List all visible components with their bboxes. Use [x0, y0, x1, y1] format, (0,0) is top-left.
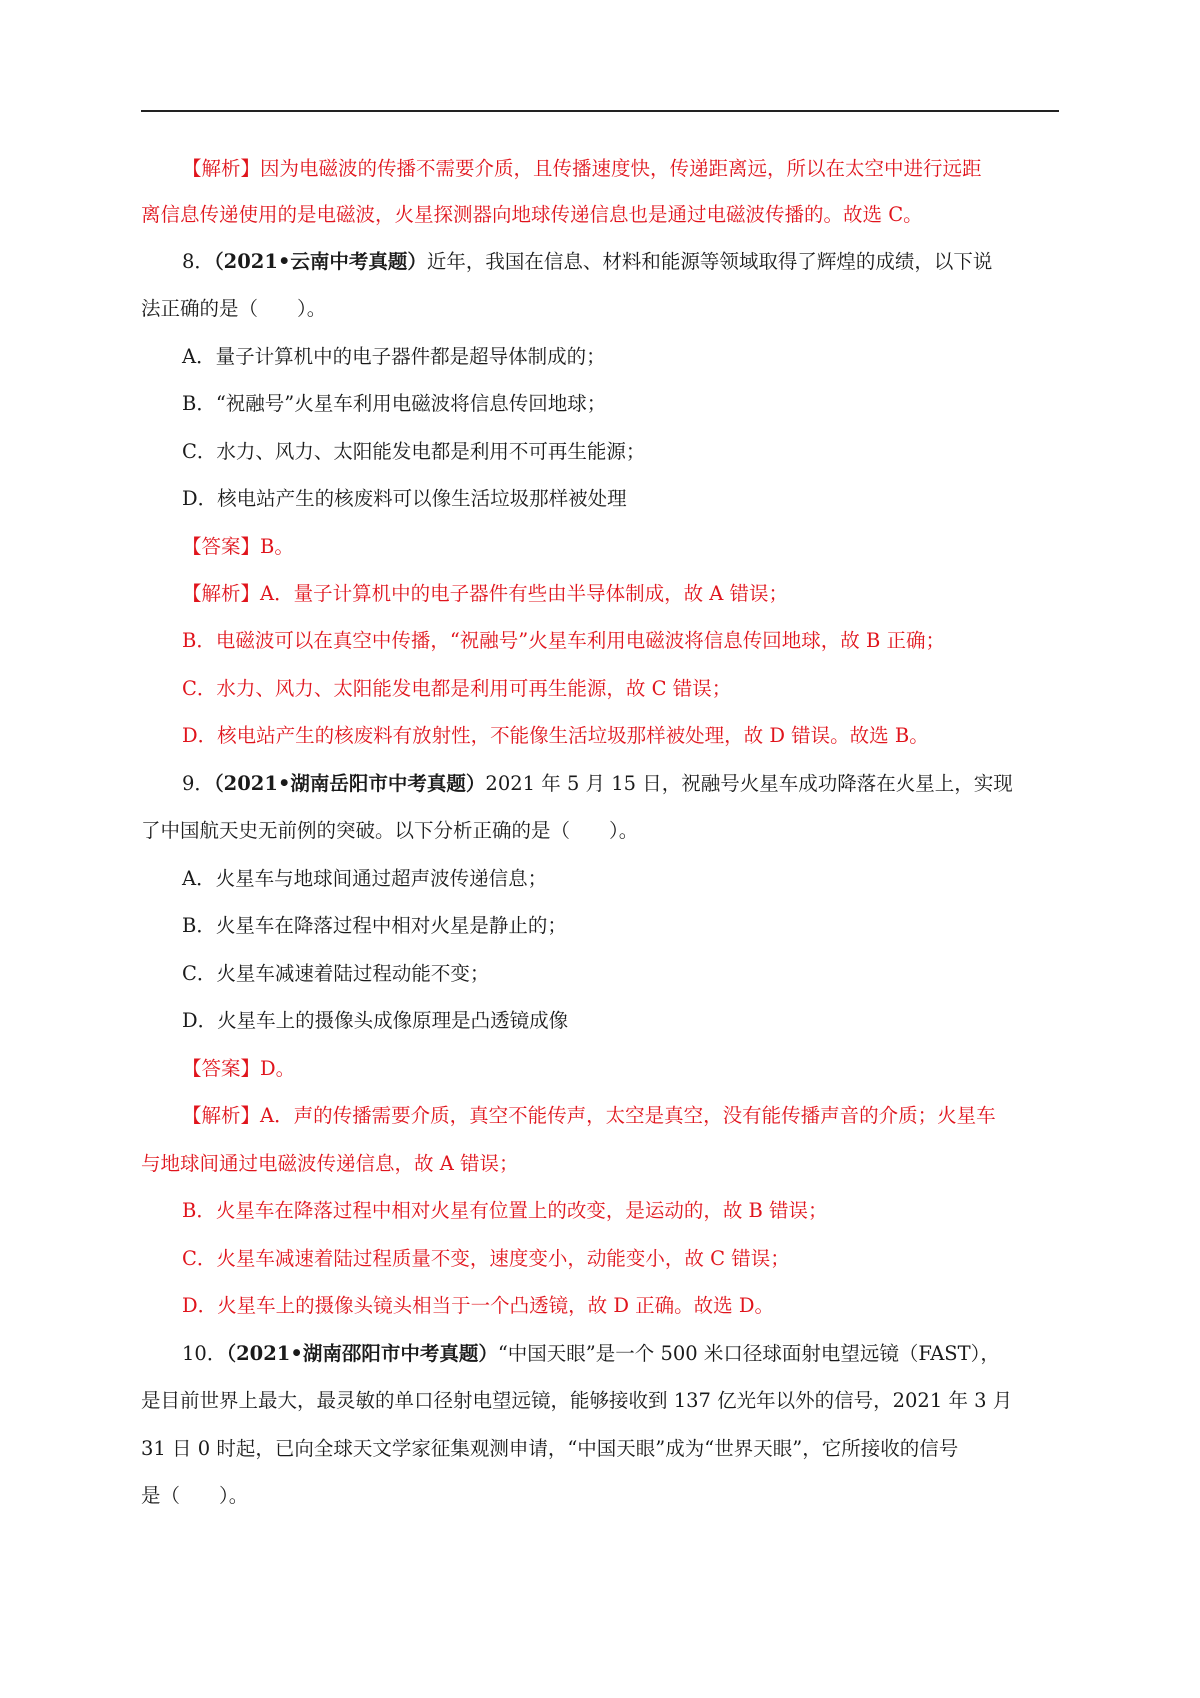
question-9-stem-line-1: 2021 年 5 月 15 日，祝融号火星车成功降落在火星上，实现	[485, 772, 1013, 795]
prev-explain-line-1: 【解析】因为电磁波的传播不需要介质，且传播速度快，传递距离远，所以在太空中进行远距	[182, 157, 982, 180]
question-10-stem-line-2: 是目前世界上最大，最灵敏的单口径射电望远镜，能够接收到 137 亿光年以外的信号，2021 年 3 月	[141, 1389, 1013, 1412]
question-8-explain-d: D．核电站产生的核废料有放射性，不能像生活垃圾那样被处理，故 D 错误。故选 B。	[182, 724, 929, 747]
question-9-explain-b: B．火星车在降落过程中相对火星有位置上的改变，是运动的，故 B 错误；	[182, 1199, 828, 1222]
question-9-explain-c: C．火星车减速着陆过程质量不变，速度变小，动能变小，故 C 错误；	[182, 1247, 790, 1270]
question-9-explain-d: D．火星车上的摄像头镜头相当于一个凸透镜，故 D 正确。故选 D。	[182, 1294, 774, 1317]
question-8-explain-a: 【解析】A．量子计算机中的电子器件有些由半导体制成，故 A 错误；	[182, 582, 789, 605]
question-8-option-a: A．量子计算机中的电子器件都是超导体制成的；	[182, 345, 606, 368]
question-8-option-b: B．“祝融号”火星车利用电磁波将信息传回地球；	[182, 392, 607, 415]
question-9-option-c: C．火星车减速着陆过程动能不变；	[182, 962, 490, 985]
question-10-source: （2021•湖南邵阳市中考真题）	[226, 1342, 498, 1365]
question-10-stem-line-4: 是（ ）。	[141, 1484, 249, 1507]
question-8-option-d: D．核电站产生的核废料可以像生活垃圾那样被处理	[182, 487, 627, 510]
question-9-stem-line-2: 了中国航天史无前例的突破。以下分析正确的是（ ）。	[141, 819, 639, 842]
question-8-answer	[182, 533, 294, 561]
question-9-option-b: B．火星车在降落过程中相对火星是静止的；	[182, 914, 567, 937]
answer-value: D。	[260, 1057, 296, 1080]
question-8-number: 8．	[182, 250, 214, 273]
answer-tag: 【答案】	[182, 1057, 261, 1080]
answer-tag: 【答案】	[182, 535, 261, 558]
question-8-stem-line-1: 近年，我国在信息、材料和能源等领域取得了辉煌的成绩，以下说	[426, 250, 993, 273]
question-9-explain-a-line-1: 【解析】A．声的传播需要介质，真空不能传声，太空是真空，没有能传播声音的介质；火星车	[182, 1104, 996, 1127]
question-10-stem-line-1: “中国天眼”是一个 500 米口径球面射电望远镜（FAST），	[497, 1342, 1000, 1365]
question-9-explain-a-line-2: 与地球间通过电磁波传递信息，故 A 错误；	[141, 1152, 519, 1175]
question-10-stem-line-3: 31 日 0 时起，已向全球天文学家征集观测申请，“中国天眼”成为“世界天眼”，它所接收的信号	[141, 1437, 959, 1460]
question-9-option-a: A．火星车与地球间通过超声波传递信息；	[182, 867, 548, 890]
question-8-source: （2021•云南中考真题）	[213, 250, 427, 273]
question-8-explain-c: C．水力、风力、太阳能发电都是利用可再生能源，故 C 错误；	[182, 677, 732, 700]
question-10-number: 10．	[182, 1342, 227, 1365]
question-8-explain-b: B．电磁波可以在真空中传播，“祝融号”火星车利用电磁波将信息传回地球，故 B 正确；	[182, 629, 945, 652]
answer-value: B。	[260, 535, 294, 558]
question-8-stem	[182, 248, 992, 276]
question-8-option-c: C．水力、风力、太阳能发电都是利用不可再生能源；	[182, 440, 646, 463]
question-9-answer	[182, 1055, 295, 1083]
question-9-source: （2021•湖南岳阳市中考真题）	[213, 772, 486, 795]
question-8-stem-line-2: 法正确的是（ ）。	[141, 297, 327, 320]
header-rule	[141, 110, 1059, 112]
question-9-option-d: D．火星车上的摄像头成像原理是凸透镜成像	[182, 1009, 569, 1032]
question-10-stem	[182, 1340, 1000, 1368]
question-9-number: 9．	[182, 772, 214, 795]
prev-explain-line-2: 离信息传递使用的是电磁波，火星探测器向地球传递信息也是通过电磁波传播的。故选 C。	[141, 203, 923, 226]
question-9-stem	[182, 770, 1013, 798]
